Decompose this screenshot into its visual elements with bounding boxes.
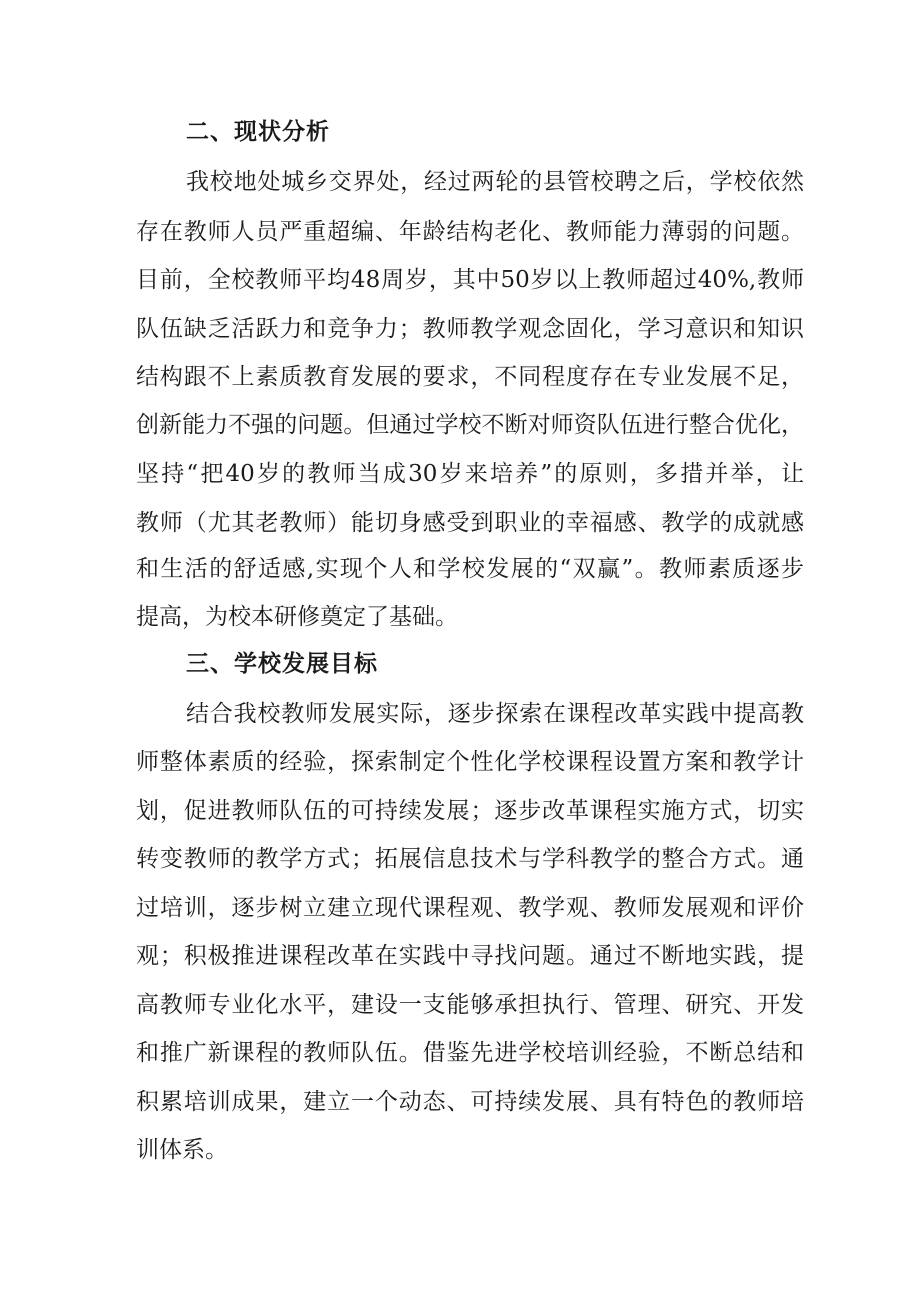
paragraph-line: 创新能力不强的问题。但通过学校不断对师资队伍进行整合优化， bbox=[136, 412, 804, 438]
section-heading-school-development-goals: 三、学校发展目标 bbox=[186, 651, 378, 677]
section-heading-status-analysis: 二、现状分析 bbox=[186, 119, 330, 145]
paragraph-line: 过培训，逐步树立建立现代课程观、教学观、教师发展观和评价 bbox=[136, 895, 804, 921]
paragraph-line: 和推广新课程的教师队伍。借鉴先进学校培训经验，不断总结和 bbox=[136, 1040, 804, 1066]
paragraph-line: 教师（尤其老教师）能切身感受到职业的幸福感、教学的成就感 bbox=[136, 510, 804, 536]
paragraph-line: 训体系。 bbox=[136, 1137, 228, 1163]
paragraph-line: 积累培训成果，建立一个动态、可持续发展、具有特色的教师培 bbox=[136, 1089, 804, 1115]
paragraph-line: 高教师专业化水平，建设一支能够承担执行、管理、研究、开发 bbox=[136, 992, 804, 1018]
paragraph-line: 结合我校教师发展实际，逐步探索在课程改革实践中提高教 bbox=[186, 701, 804, 727]
paragraph-line: 提高，为校本研修奠定了基础。 bbox=[136, 604, 458, 630]
paragraph-line: 队伍缺乏活跃力和竞争力；教师教学观念固化，学习意识和知识 bbox=[136, 316, 804, 342]
paragraph-line: 目前，全校教师平均48周岁，其中50岁以上教师超过40%,教师 bbox=[136, 267, 804, 293]
paragraph-line: 转变教师的教学方式；拓展信息技术与学科教学的整合方式。通 bbox=[136, 846, 804, 872]
paragraph-line: 划，促进教师队伍的可持续发展；逐步改革课程实施方式，切实 bbox=[136, 798, 804, 824]
paragraph-line: 结构跟不上素质教育发展的要求，不同程度存在专业发展不足， bbox=[136, 364, 804, 390]
paragraph-line: 师整体素质的经验，探索制定个性化学校课程设置方案和教学计 bbox=[136, 749, 804, 775]
paragraph-line: 坚持“把40岁的教师当成30岁来培养”的原则，多措并举，让 bbox=[136, 461, 804, 487]
paragraph-line: 存在教师人员严重超编、年龄结构老化、教师能力薄弱的问题。 bbox=[136, 219, 804, 245]
paragraph-line: 和生活的舒适感,实现个人和学校发展的“双赢”。教师素质逐步 bbox=[136, 556, 804, 582]
paragraph-line: 观；积极推进课程改革在实践中寻找问题。通过不断地实践，提 bbox=[136, 943, 804, 969]
paragraph-line: 我校地处城乡交界处，经过两轮的县管校聘之后，学校依然 bbox=[186, 169, 804, 195]
